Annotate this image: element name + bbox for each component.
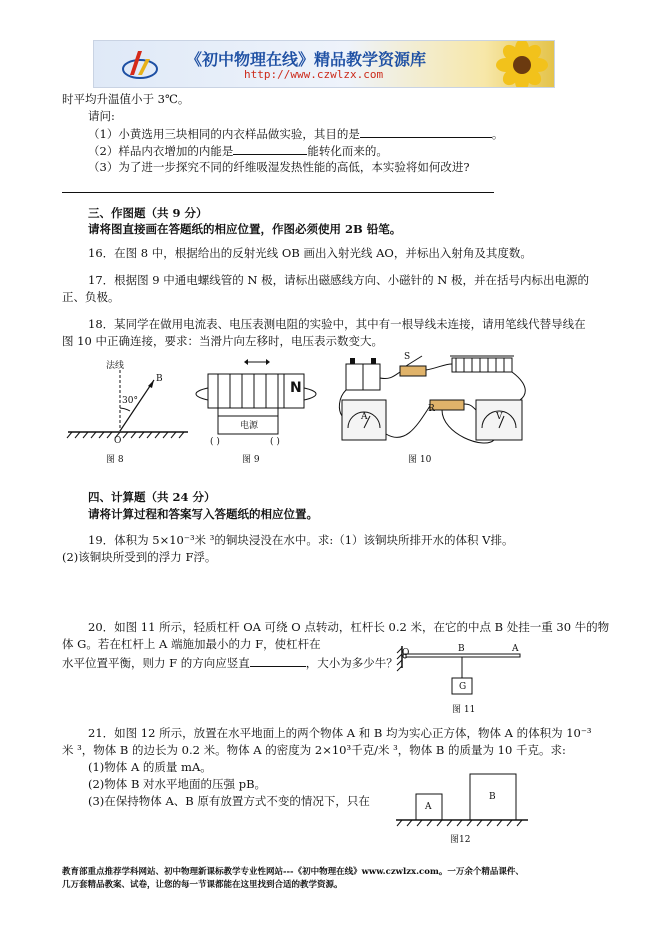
point-b-label: B: [458, 644, 465, 654]
figure-10: [334, 354, 534, 466]
point-o-label: O: [114, 436, 122, 446]
q17-line2: 正、负极。: [62, 290, 120, 304]
voltmeter-label: V: [496, 412, 503, 422]
q21-line2: 米 ³，物体 B 的边长为 0.2 米。物体 A 的密度为 2×10³千克/米 ³，物体 B 的质量为 10 千克。求:: [62, 743, 566, 757]
solenoid-diagram: [194, 358, 322, 466]
prev-q1: [88, 126, 503, 141]
q21-line1: 21．如图 12 所示，放置在水平地面上的两个物体 A 和 B 均为实心正方体，物体 A 的体积为 10⁻³: [88, 726, 592, 740]
figure-8-caption: 图 8: [106, 455, 124, 465]
block-a-label: A: [425, 802, 432, 812]
q18-line1: 18．某同学在做用电流表、电压表测电阻的实验中，其中有一根导线未连接，请用笔线代替导线在: [88, 317, 586, 331]
q20-line2: 体 G。若在杠杆上 A 端施加最小的力 F，使杠杆在: [62, 637, 321, 651]
prev-q3: （3）为了进一步探究不同的纤维吸湿发热性能的高低，本实验将如何改进?: [88, 160, 470, 174]
bracket-left: ( ): [210, 437, 220, 447]
prev-line: 时平均升温值小于 3℃。: [62, 92, 190, 106]
answer-blank: [250, 655, 306, 667]
figure-12-caption: 图12: [450, 835, 471, 845]
q19-line2: (2)该铜块所受到的浮力 F浮。: [62, 550, 217, 564]
switch-label: S: [404, 352, 411, 362]
q20-end: ，大小为多少牛？: [305, 656, 398, 670]
q17-line1: 17．根据图 9 中通电螺线管的 N 极，请标出磁感线方向、小磁针的 N 极，并在括号内标出电源的: [88, 273, 590, 287]
prev-q2-end: 能转化而来的。: [307, 144, 388, 158]
point-b-label: B: [156, 374, 163, 384]
figure-10-caption: 图 10: [408, 455, 432, 465]
pivot-o-label: O: [402, 648, 410, 658]
figure-11: [396, 644, 526, 716]
reflection-diagram: [62, 356, 192, 466]
weight-g-label: G: [459, 682, 467, 692]
sunflower-icon: [492, 41, 554, 87]
n-pole-label: N: [290, 380, 302, 396]
footer-line1: 教育部重点推荐学科网站、初中物理新课标教学专业性网站---《初中物理在线》www.czwlzx.com。一万余个精品课件、: [62, 867, 524, 877]
section3-heading: 三、作图题（共 9 分）: [88, 206, 208, 220]
prev-q2-text: （2）样品内衣增加的内能是: [88, 144, 234, 158]
q20-line3: [62, 655, 398, 670]
section4-heading: 四、计算题（共 24 分）: [88, 490, 216, 504]
answer-blank: [233, 143, 307, 155]
q21-line3: (1)物体 A 的质量 mA。: [88, 760, 212, 774]
q21-line5: (3)在保持物体 A、B 原有放置方式不变的情况下，只在: [88, 794, 370, 808]
normal-label: 法线: [106, 361, 125, 371]
prev-request: 请问:: [88, 109, 115, 123]
prev-q1-end: 。: [491, 127, 504, 141]
q18-line2: 图 10 中正确连接，要求：当滑片向左移时，电压表示数变大。: [62, 334, 383, 348]
q21-line4: (2)物体 B 对水平地面的压强 pB。: [88, 777, 267, 791]
figure-12: [392, 770, 532, 848]
figure-8: [62, 356, 192, 466]
figure-9: [194, 358, 322, 466]
prev-q1-text: （1）小黄选用三块相同的内衣样品做实验，其目的是: [88, 127, 360, 141]
angle-label: 30°: [122, 396, 138, 406]
prev-q2: [88, 143, 388, 158]
footer-line2: 几万套精品教案、试卷，让您的每一节课都能在这里找到合适的教学资源。: [62, 880, 343, 890]
site-banner: [93, 40, 555, 88]
answer-blank: [360, 126, 492, 138]
figure-11-caption: 图 11: [452, 705, 476, 715]
bracket-right: ( ): [270, 437, 280, 447]
q19-line1: 19．体积为 5×10⁻³米 ³的铜块浸没在水中。求:（1）该铜块所排开水的体积 V排。: [88, 533, 514, 547]
point-a-label: A: [512, 644, 519, 654]
blocks-diagram: [392, 770, 532, 830]
ammeter-label: A: [361, 412, 368, 422]
resistor-label: R: [428, 404, 435, 414]
figure-9-caption: 图 9: [242, 455, 260, 465]
banner-title: 《初中物理在线》精品教学资源库: [186, 50, 427, 69]
site-logo-icon: [120, 45, 160, 83]
q20-line1: 20．如图 11 所示，轻质杠杆 OA 可绕 O 点转动，杠杆长 0.2 米，在它的中点 B 处挂一重 30 牛的物: [88, 620, 610, 634]
q20-text: 水平位置平衡，则力 F 的方向应竖直: [62, 656, 250, 670]
block-b-label: B: [489, 792, 496, 802]
section3-instruction: 请将图直接画在答题纸的相应位置，作图必须使用 2B 铅笔。: [88, 222, 402, 236]
banner-url: http://www.czwlzx.com: [244, 68, 384, 81]
q16: 16．在图 8 中，根据给出的反射光线 OB 画出入射光线 AO，并标出入射角及其度数。: [88, 246, 532, 260]
power-source-label: 电源: [240, 421, 259, 431]
section4-instruction: 请将计算过程和答案写入答题纸的相应位置。: [88, 507, 318, 521]
answer-line: [62, 192, 494, 193]
